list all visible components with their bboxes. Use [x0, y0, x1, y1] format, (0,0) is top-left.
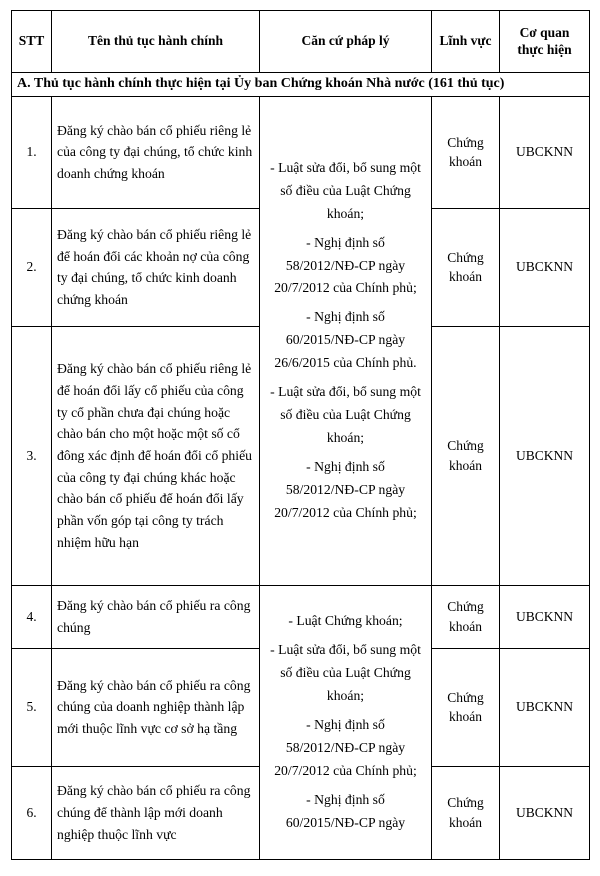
- legal-line: 60/2015/NĐ-CP ngày: [285, 814, 406, 830]
- legal-line: - Nghị định số: [306, 716, 385, 732]
- cell-stt: 4.: [12, 585, 52, 648]
- legal-paragraph: [265, 714, 426, 782]
- administrative-procedures-table: [11, 10, 590, 860]
- table-header: [12, 11, 590, 73]
- column-header-procedure-name: Tên thủ tục hành chính: [52, 11, 260, 73]
- cell-field: [432, 208, 500, 326]
- legal-paragraph: [265, 381, 426, 449]
- legal-line: - Luật sửa đổi, bổ sung một: [270, 159, 421, 175]
- legal-line: - Nghị định số: [306, 458, 385, 474]
- cell-legal-basis-group-1: [260, 96, 432, 585]
- column-header-agency: [500, 11, 590, 73]
- column-header-agency-line2: thực hiện: [517, 41, 572, 57]
- cell-stt: 5.: [12, 648, 52, 766]
- legal-line: 20/7/2012 của Chính phủ;: [274, 280, 417, 296]
- cell-field: [432, 585, 500, 648]
- cell-field: [432, 766, 500, 859]
- cell-field-line1: Chứng: [447, 249, 484, 265]
- cell-field-line2: khoán: [449, 154, 482, 170]
- cell-procedure-name: Đăng ký chào bán cổ phiếu riêng lẻ để hoán đổi các khoản nợ của công ty đại chúng, tổ chức kinh doanh chứng khoán: [52, 208, 260, 326]
- cell-field-line1: Chứng: [447, 438, 484, 454]
- legal-line: số điều của Luật Chứng: [280, 664, 411, 680]
- legal-line: - Nghị định số: [306, 234, 385, 250]
- legal-line: số điều của Luật Chứng: [280, 407, 411, 423]
- legal-line: - Luật sửa đổi, bổ sung một: [270, 642, 421, 658]
- legal-line: 20/7/2012 của Chính phủ;: [274, 504, 417, 520]
- cell-stt: 3.: [12, 326, 52, 585]
- section-heading-label: A. Thủ tục hành chính thực hiện tại Ủy ban Chứng khoán Nhà nước (161 thủ tục): [12, 73, 590, 97]
- legal-paragraph: [265, 610, 426, 632]
- cell-procedure-name: Đăng ký chào bán cổ phiếu riêng lẻ để hoán đổi lấy cổ phiếu của công ty cổ phần chưa đại chúng hoặc chào bán cho một hoặc một số cổ đông xác định để hoán đổi cổ phiếu của công ty đại chúng khác hoặc chào bán cổ phiếu để hoán đổi lấy phần vốn góp tại công ty trách nhiệm hữu hạn: [52, 326, 260, 585]
- cell-procedure-name: Đăng ký chào bán cổ phiếu ra công chúng: [52, 585, 260, 648]
- column-header-field: Lĩnh vực: [432, 11, 500, 73]
- table-row: [12, 96, 590, 208]
- legal-paragraph: [265, 456, 426, 524]
- legal-line: khoán;: [326, 430, 365, 446]
- legal-paragraph: [265, 306, 426, 374]
- legal-paragraph: [265, 232, 426, 300]
- cell-field-line2: khoán: [449, 269, 482, 285]
- legal-line: 60/2015/NĐ-CP ngày: [285, 332, 406, 348]
- legal-paragraph: [265, 157, 426, 225]
- legal-line: khoán;: [326, 205, 365, 221]
- cell-procedure-name: Đăng ký chào bán cổ phiếu riêng lẻ của công ty đại chúng, tổ chức kinh doanh chứng khoán: [52, 96, 260, 208]
- legal-line: 20/7/2012 của Chính phủ;: [274, 762, 417, 778]
- cell-field: [432, 326, 500, 585]
- legal-line: 58/2012/NĐ-CP ngày: [285, 481, 406, 497]
- legal-line: 58/2012/NĐ-CP ngày: [285, 739, 406, 755]
- cell-procedure-name: Đăng ký chào bán cổ phiếu ra công chúng của doanh nghiệp thành lập mới thuộc lĩnh vực cơ sở hạ tầng: [52, 648, 260, 766]
- header-row: [12, 11, 590, 73]
- cell-field-line1: Chứng: [447, 689, 484, 705]
- cell-field-line2: khoán: [449, 709, 482, 725]
- cell-field-line2: khoán: [449, 814, 482, 830]
- cell-agency: UBCKNN: [500, 96, 590, 208]
- legal-line: - Nghị định số: [306, 791, 385, 807]
- legal-line: khoán;: [326, 687, 365, 703]
- legal-paragraph: [265, 789, 426, 834]
- legal-line: - Luật Chứng khoán;: [288, 613, 403, 629]
- column-header-agency-line1: Cơ quan: [519, 24, 570, 40]
- cell-agency: UBCKNN: [500, 208, 590, 326]
- cell-agency: UBCKNN: [500, 326, 590, 585]
- column-header-stt: STT: [12, 11, 52, 73]
- cell-field-line1: Chứng: [447, 795, 484, 811]
- cell-legal-basis-group-2: [260, 585, 432, 859]
- legal-line: 58/2012/NĐ-CP ngày: [285, 257, 406, 273]
- cell-agency: UBCKNN: [500, 648, 590, 766]
- cell-field-line2: khoán: [449, 457, 482, 473]
- cell-field: [432, 96, 500, 208]
- legal-line: - Nghị định số: [306, 309, 385, 325]
- cell-agency: UBCKNN: [500, 585, 590, 648]
- legal-line: 26/6/2015 của Chính phủ.: [274, 355, 417, 371]
- cell-field-line2: khoán: [449, 618, 482, 634]
- legal-line: số điều của Luật Chứng: [280, 182, 411, 198]
- section-heading-row: [12, 73, 590, 97]
- cell-field: [432, 648, 500, 766]
- legal-line: - Luật sửa đổi, bổ sung một: [270, 384, 421, 400]
- cell-stt: 6.: [12, 766, 52, 859]
- legal-paragraph: [265, 639, 426, 707]
- cell-agency: UBCKNN: [500, 766, 590, 859]
- cell-field-line1: Chứng: [447, 134, 484, 150]
- cell-procedure-name: Đăng ký chào bán cổ phiếu ra công chúng để thành lập mới doanh nghiệp thuộc lĩnh vực: [52, 766, 260, 859]
- column-header-legal-basis: Căn cứ pháp lý: [260, 11, 432, 73]
- cell-field-line1: Chứng: [447, 599, 484, 615]
- table-body: [12, 73, 590, 860]
- cell-stt: 1.: [12, 96, 52, 208]
- table-row: [12, 585, 590, 648]
- cell-stt: 2.: [12, 208, 52, 326]
